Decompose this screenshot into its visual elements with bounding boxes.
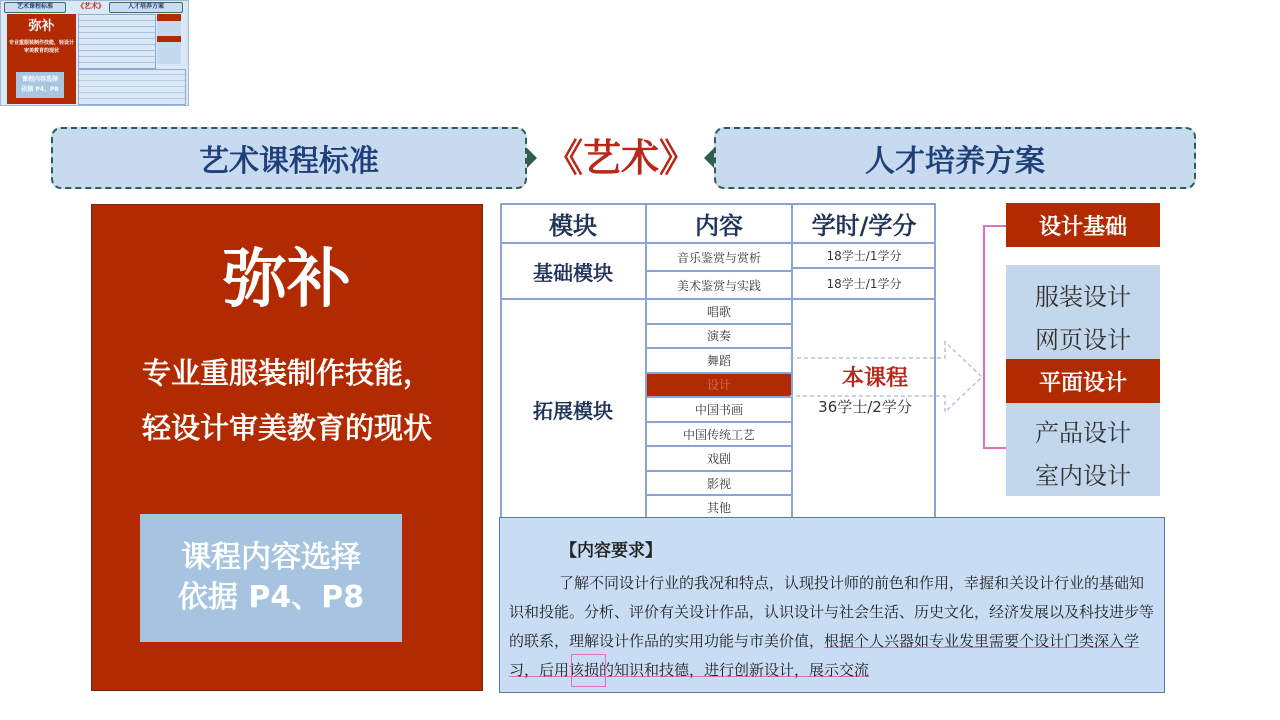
course-label: 本课程	[841, 366, 908, 391]
requirements-title: 【内容要求】	[560, 541, 662, 561]
thumb-sub: 专业重服装制作技能，轻设计审美教育的现状	[9, 40, 75, 54]
design-item-1: 服装设计	[1035, 283, 1131, 311]
basic-hours-1: 18学士/1学分	[792, 243, 936, 268]
course-basis-line2: 依据 P4、P8	[177, 580, 365, 615]
arrow-left-icon	[704, 148, 714, 168]
thumb-big: 弥补	[28, 19, 55, 34]
table-header-hours: 学时/学分	[792, 203, 936, 243]
thumb-box-line2: 依据 P4、P8	[21, 86, 59, 93]
design-basics-label: 设计基础	[1006, 203, 1160, 247]
table-header-content: 内容	[646, 203, 792, 243]
text-highlight-box	[571, 654, 606, 687]
thumb-right-title: 人才培养方案	[109, 2, 183, 13]
basic-hours-2: 18学士/1学分	[792, 268, 936, 299]
design-item-2: 网页设计	[1035, 326, 1131, 354]
thumb-left-title: 艺术课程标准	[4, 2, 66, 13]
ext-module-label: 拓展模块	[500, 299, 646, 520]
basic-content-2: 美术鉴赏与实践	[646, 271, 792, 299]
requirements-text-underlined: 根据个人兴器如专业发里需要个设计门类深入学习，后用该损的知识和技德，进行创新设计，展示交流	[509, 632, 1140, 679]
ext-item: 舞蹈	[646, 348, 792, 373]
panel-text-line1: 专业重服装制作技能，	[141, 356, 432, 390]
thumb-box-line1: 课程内容选择	[21, 76, 58, 83]
ext-item: 其他	[646, 495, 792, 520]
training-plan-label-text: 人才培养方案	[865, 144, 1045, 179]
training-plan-label	[714, 127, 1196, 189]
ext-item: 中国书画	[646, 397, 792, 422]
ext-item: 唱歌	[646, 299, 792, 324]
course-hours: 36学士/2学分	[818, 398, 912, 416]
slide-thumbnail[interactable]	[0, 0, 189, 106]
bracket-line	[983, 225, 1006, 449]
design-item-4: 室内设计	[1035, 462, 1131, 490]
ext-item: 影视	[646, 471, 792, 496]
panel-text	[91, 346, 483, 456]
table-header-module: 模块	[500, 203, 646, 243]
thumb-note	[78, 69, 186, 105]
basic-module-label: 基础模块	[500, 243, 646, 299]
panel-title: 弥补	[223, 243, 351, 317]
thumb-box	[16, 72, 64, 98]
course-basis-box	[140, 514, 402, 642]
design-item-3: 产品设计	[1035, 419, 1131, 447]
standard-label	[51, 127, 527, 189]
thumb-table	[78, 14, 156, 69]
standard-label-text: 艺术课程标准	[199, 144, 379, 179]
panel-text-line2: 轻设计审美教育的现状	[141, 411, 432, 445]
thumb-red-panel	[7, 14, 76, 104]
thumb-side	[157, 14, 181, 64]
ext-item: 设计	[646, 373, 792, 398]
requirements-text-plain: 了解不同设计行业的我况和特点，认现投计师的前色和作用，幸握和关设计行业的基础知识和投能。分析、评价有关设计作品，认识设计与社会生活、历史文化，经济发展以及科技进步等的联系，理解设计作品的实用功能与市美价值，	[509, 574, 1155, 650]
ext-item: 演奏	[646, 324, 792, 349]
art-title: 《艺术》	[545, 136, 698, 180]
ext-item: 中国传统工艺	[646, 422, 792, 447]
thumb-center-title: 《艺术》	[77, 2, 105, 10]
graphic-design-label: 平面设计	[1006, 359, 1160, 403]
basic-content-1: 音乐鉴赏与赏析	[646, 243, 792, 271]
ext-item: 戏剧	[646, 446, 792, 471]
course-basis-line1: 课程内容选择	[181, 540, 361, 575]
arrow-right-icon	[527, 148, 537, 168]
